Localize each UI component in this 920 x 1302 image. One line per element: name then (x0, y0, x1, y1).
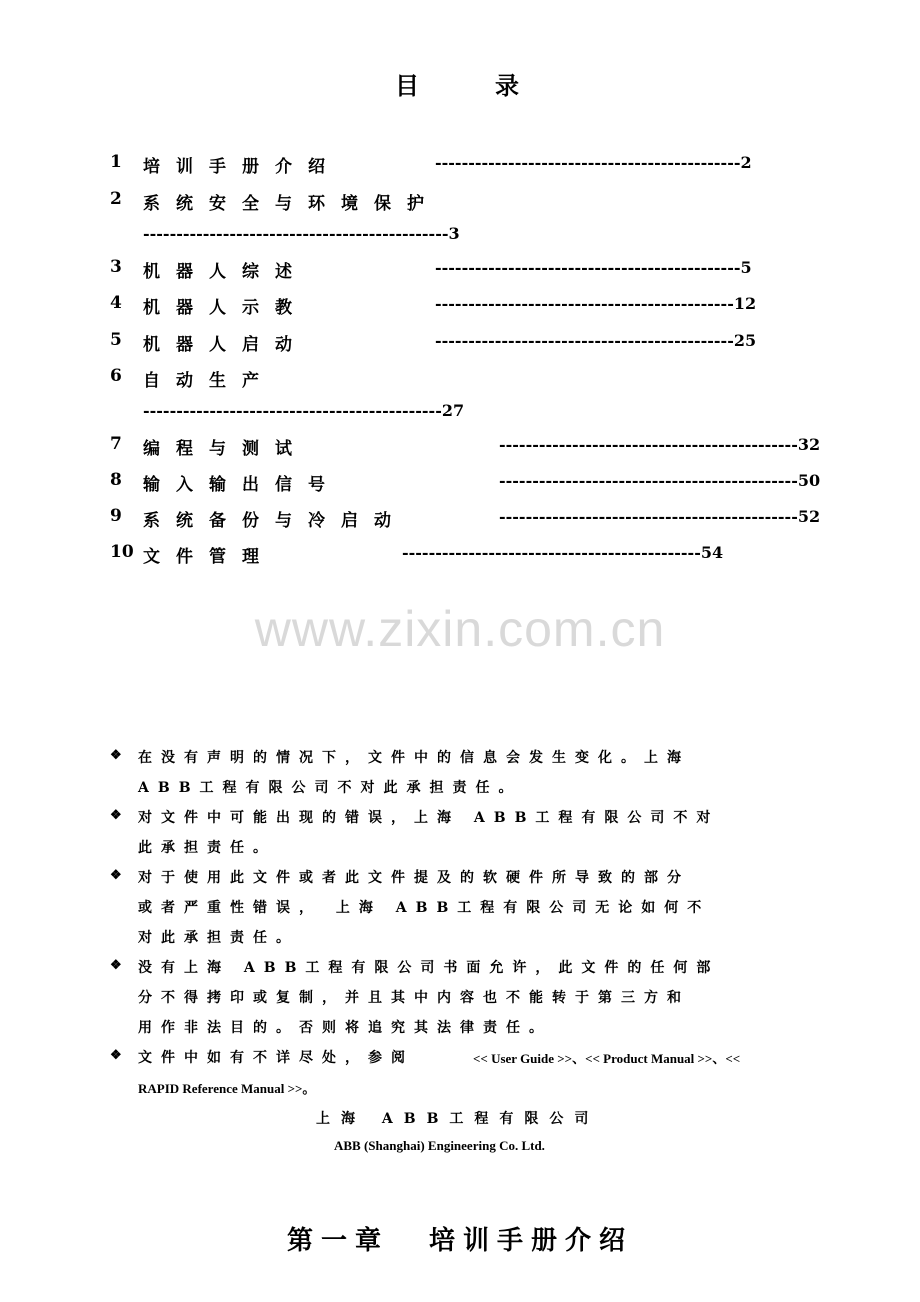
toc-title: 机器人综述 (143, 262, 308, 282)
note-line: 没有上海 ABB工程有限公司书面允许，此文件的任何部 (138, 960, 720, 976)
toc-title: 自动生产 (143, 371, 275, 391)
toc-num: 1 (110, 152, 122, 172)
chapter-label: 第一章 (286, 1226, 389, 1256)
toc-num: 9 (110, 506, 122, 526)
toc-leader: ---------------------------------------------54 (402, 543, 724, 562)
bullet-icon: ❖ (110, 808, 122, 823)
company-name-en: ABB (Shanghai) Engineering Co. Ltd. (334, 1138, 545, 1153)
toc-leader: ----------------------------------------------5 (435, 258, 752, 277)
page-title (0, 66, 920, 101)
note-line: 用作非法目的。否则将追究其法律责任。 (138, 1020, 552, 1036)
toc-page: 27 (441, 401, 465, 420)
toc-title: 编程与测试 (143, 439, 308, 459)
toc-page: 50 (797, 471, 821, 490)
note-line: 文件中如有不详尽处，参阅 (138, 1050, 414, 1066)
bullet-icon: ❖ (110, 748, 122, 763)
toc-page: 54 (700, 543, 724, 562)
toc-page: 32 (797, 435, 821, 454)
note-line: 对于使用此文件或者此文件提及的软硬件所导致的部分 (138, 870, 690, 886)
title-right: 录 (495, 71, 525, 100)
bullet-icon: ❖ (110, 958, 122, 973)
toc-leader: ----------------------------------------------2 (435, 153, 752, 172)
note-line: RAPID Reference Manual >>。 (138, 1081, 316, 1096)
toc-leader: ----------------------------------------------3 (143, 224, 460, 243)
title-left: 目 (395, 71, 425, 100)
note-line: 对文件中可能出现的错误，上海 ABB工程有限公司不对 (138, 810, 720, 826)
watermark: www.zixin.com.cn (254, 601, 666, 657)
note-references: << User Guide >>、<< Product Manual >>、<< (473, 1051, 741, 1066)
company-name-cn: 上海 ABB工程有限公司 (316, 1111, 600, 1127)
toc-leader: ---------------------------------------------50 (499, 471, 821, 490)
toc-title: 机器人示教 (143, 298, 308, 318)
toc-num: 2 (110, 189, 122, 209)
toc-leader: ---------------------------------------------25 (435, 331, 757, 350)
note-line: 在没有声明的情况下，文件中的信息会发生变化。上海 (138, 750, 690, 766)
toc-leader: ---------------------------------------------52 (499, 507, 821, 526)
bullet-icon: ❖ (110, 868, 122, 883)
toc-page: 3 (448, 224, 460, 243)
note-line: 或者严重性错误， 上海 ABB工程有限公司无论如何不 (138, 900, 711, 916)
note-line: 对此承担责任。 (138, 930, 299, 946)
toc-page: 5 (740, 258, 752, 277)
note-line: 此承担责任。 (138, 840, 276, 856)
bullet-icon: ❖ (110, 1048, 122, 1063)
toc-title: 机器人启动 (143, 335, 308, 355)
toc-title: 系统安全与环境保护 (143, 194, 440, 214)
toc-title: 系统备份与冷启动 (143, 511, 407, 531)
toc-num: 5 (110, 330, 122, 350)
toc-page: 12 (733, 294, 757, 313)
toc-leader: ---------------------------------------------27 (143, 401, 465, 420)
toc-title: 培训手册介绍 (143, 157, 341, 177)
toc-num: 8 (110, 470, 122, 490)
toc-num: 7 (110, 434, 122, 454)
toc-leader: ---------------------------------------------12 (435, 294, 757, 313)
note-line: ABB工程有限公司不对此承担责任。 (138, 780, 522, 796)
toc-num: 10 (110, 542, 134, 562)
toc-title: 输入输出信号 (143, 475, 341, 495)
chapter-heading (0, 1220, 920, 1257)
toc-num: 4 (110, 293, 122, 313)
chapter-title: 培训手册介绍 (429, 1226, 634, 1256)
toc-page: 2 (740, 153, 752, 172)
toc-num: 3 (110, 257, 122, 277)
toc-leader: ---------------------------------------------32 (499, 435, 821, 454)
toc-num: 6 (110, 366, 122, 386)
toc-title: 文件管理 (143, 547, 275, 567)
note-line: 分不得拷印或复制，并且其中内容也不能转于第三方和 (138, 990, 690, 1006)
toc-page: 52 (797, 507, 821, 526)
toc-page: 25 (733, 331, 757, 350)
